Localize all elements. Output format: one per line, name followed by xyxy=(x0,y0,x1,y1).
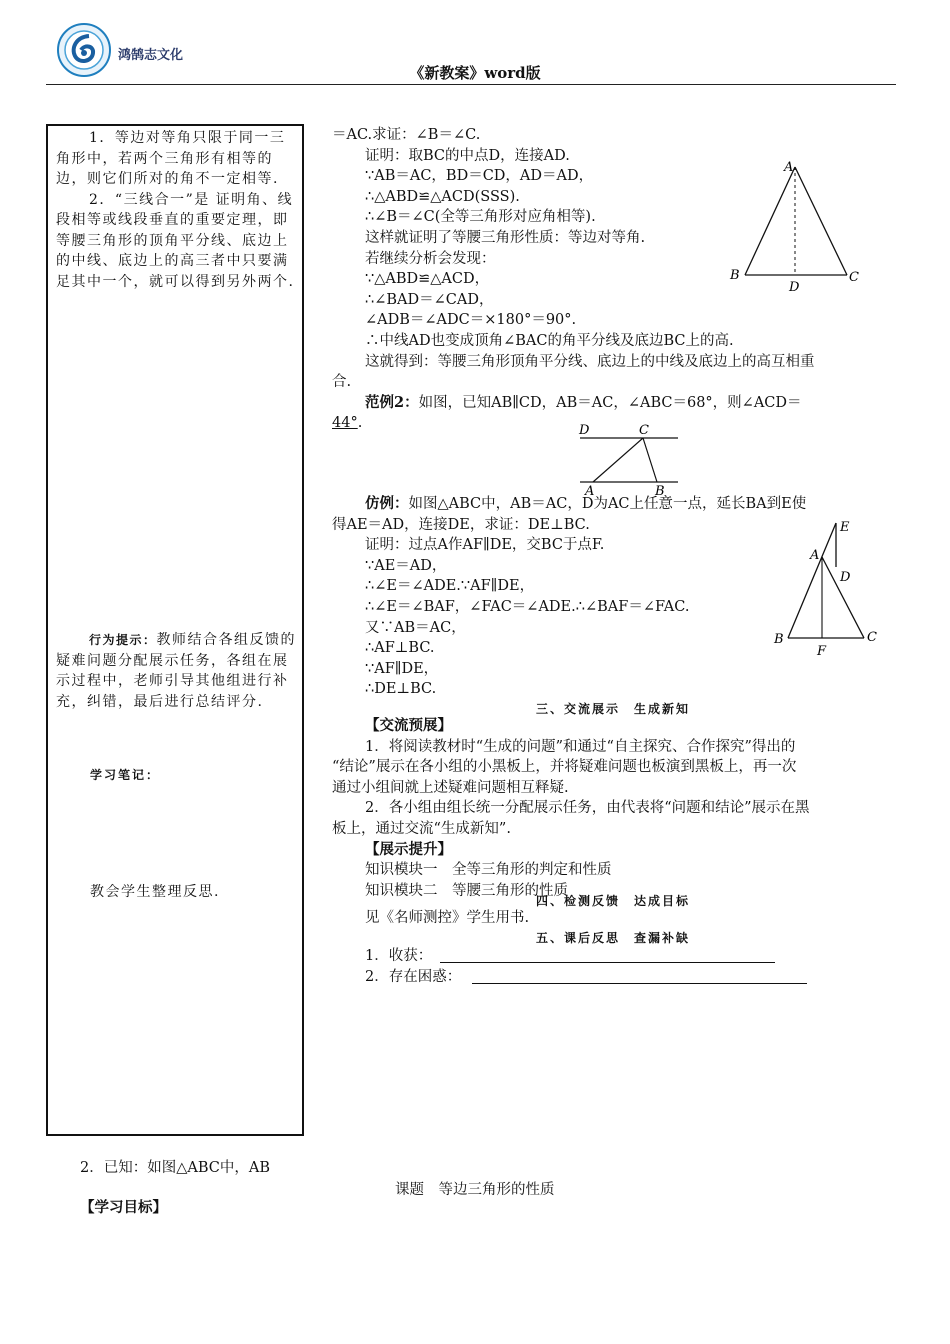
fig1-side-ab xyxy=(745,167,795,275)
fig2-segment-cb xyxy=(643,438,657,482)
fig3-label-a: A xyxy=(810,548,820,563)
exchange-1a: 1．将阅读教材时“生成的问题”和通过“自主探究、合作探究”得出的 xyxy=(365,738,796,755)
lesson-topic: 课题 等边三角形的性质 xyxy=(395,1182,555,1198)
proof-line-9: ∴∠BAD＝∠CAD， xyxy=(365,291,494,308)
learning-goal-label: 【学习目标】 xyxy=(80,1199,167,1216)
practice-proof-8: ∴DE⊥BC. xyxy=(365,681,437,698)
confusion-label: 2．存在困惑： xyxy=(365,969,462,985)
fig1-side-ac xyxy=(795,167,847,275)
proof-line-12b: 合. xyxy=(332,374,352,391)
fig1-label-a: A xyxy=(784,160,794,175)
fig3-label-f: F xyxy=(817,644,827,659)
fig3-side-be xyxy=(788,523,836,638)
sidebar-para-2: 2．“三线合一”是 证明角、线段相等或线段垂直的重要定理，即等腰三角形的顶角平分线、底边上的中线、底边上的高三者中只要满足其中一个，就可以得到另外两个. xyxy=(56,191,295,290)
practice-proof-1: 证明：过点A作AF∥DE，交BC于点F. xyxy=(365,537,605,554)
fig1-label-d: D xyxy=(789,280,800,295)
proof-line-8: ∵△ABD≌△ACD， xyxy=(365,271,490,288)
practice-proof-7: ∵AF∥DE， xyxy=(365,660,439,677)
exchange-block xyxy=(332,716,894,901)
exchange-2b: 板上，通过交流“生成新知”. xyxy=(332,820,511,837)
practice-proof-2: ∵AE＝AD， xyxy=(365,557,447,574)
exchange-1b: “结论”展示在各小组的小黑板上，并将疑难问题也板演到黑板上，再一次 xyxy=(332,759,797,776)
notes-label: 学习笔记： xyxy=(90,768,161,782)
header-divider xyxy=(46,84,896,85)
fig3-label-e: E xyxy=(840,520,850,535)
practice-text-a: 如图△ABC中，AB＝AC，D为AC上任意一点，延长BA到E使 xyxy=(408,496,807,512)
proof-line-6: 这样就证明了等腰三角形性质：等边对等角. xyxy=(365,229,646,246)
exchange-label: 【交流预展】 xyxy=(365,717,452,734)
fig3-label-d: D xyxy=(840,570,851,585)
example-2-text: 如图，已知AB∥CD，AB＝AC，∠ABC＝68°，则∠ACD＝ xyxy=(418,394,802,411)
fig3-label-b: B xyxy=(774,632,784,647)
gain-label: 1．收获： xyxy=(365,948,433,964)
proof-line-1: ＝AC.求证：∠B＝∠C. xyxy=(332,127,481,143)
practice-label: 仿例： xyxy=(365,495,409,512)
tip-label: 行为提示： xyxy=(89,633,157,647)
proof-line-10: ∠ADB＝∠ADC＝×180°＝90°. xyxy=(365,312,577,329)
proof-line-5: ∴∠B＝∠C(全等三角形对应角相等). xyxy=(365,209,596,226)
teaching-tip xyxy=(56,630,296,712)
exchange-2a: 2．各小组由组长统一分配展示任务，由代表将“问题和结论”展示在黑 xyxy=(365,800,810,817)
brand-name: 鸿鹄志文化 xyxy=(118,48,184,63)
practice-text-b: 得AE＝AD，连接DE，求证：DE⊥BC. xyxy=(332,516,590,533)
fig2-label-b: B xyxy=(655,484,665,498)
fig2-segment-ca xyxy=(593,438,643,482)
example-2-end: . xyxy=(357,415,363,432)
fig3-label-c: C xyxy=(867,630,877,645)
proof-line-2: 证明：取BC的中点D，连接AD. xyxy=(365,147,570,164)
practice-proof-5: 又∵AB＝AC， xyxy=(365,619,466,636)
proof-line-11: ∴中线AD也变成顶角∠BAC的角平分线及底边BC上的高. xyxy=(365,332,734,349)
figure-isosceles-triangle xyxy=(725,155,865,295)
tip-text: 教师结合各组反馈的疑难问题分配展示任务，各组在展示过程中，老师引导其他组进行补充，纠错，最后进行总结评分. xyxy=(56,632,297,710)
overflow-known: 2．已知：如图△ABC中，AB xyxy=(80,1160,270,1176)
figure-parallel-lines xyxy=(575,420,685,498)
example-2 xyxy=(332,393,894,414)
sidebar-para-1: 1．等边对等角只限于同一三角形中，若两个三角形有相等的边，则它们所对的角不一定相等. xyxy=(56,130,286,187)
fig2-label-c: C xyxy=(639,423,649,438)
practice-proof-6: ∴AF⊥BC. xyxy=(365,640,435,657)
proof-line-7: 若继续分析会发现： xyxy=(365,250,496,267)
example-2-label: 范例2： xyxy=(365,393,419,411)
section-5-heading: 五、课后反思 查漏补缺 xyxy=(535,931,690,945)
proof-line-3: ∵AB＝AC，BD＝CD，AD＝AD， xyxy=(365,168,594,185)
practice-proof-3: ∴∠E＝∠ADE.∵AF∥DE， xyxy=(365,578,535,595)
confusion-blank[interactable] xyxy=(472,983,807,984)
proof-line-12a: 这就得到：等腰三角形顶角平分线、底边上的中线及底边上的高互相重 xyxy=(365,353,815,370)
fig1-label-c: C xyxy=(849,270,859,285)
module-2: 知识模块二 等腰三角形的性质 xyxy=(365,882,568,899)
fig2-label-d: D xyxy=(579,423,590,438)
gain-blank[interactable] xyxy=(440,962,775,963)
sidebar-notes xyxy=(56,128,296,292)
figure-triangle-extension xyxy=(770,515,885,660)
fig1-label-b: B xyxy=(730,268,740,283)
section-3-heading: 三、交流展示 生成新知 xyxy=(535,702,690,716)
see-book: 见《名师测控》学生用书. xyxy=(365,910,530,926)
improve-label: 【展示提升】 xyxy=(365,840,452,858)
section-4-heading: 四、检测反馈 达成目标 xyxy=(535,894,690,908)
module-1: 知识模块一 全等三角形的判定和性质 xyxy=(365,862,612,879)
example-2-answer: 44° xyxy=(332,415,358,432)
proof-line-4: ∴△ABD≌△ACD(SSS). xyxy=(365,188,520,205)
exchange-1c: 通过小组间就上述疑难问题相互释疑. xyxy=(332,779,569,796)
document-title: 《新教案》word版 xyxy=(409,64,541,82)
fig2-label-a: A xyxy=(585,484,595,498)
practice-proof-4: ∴∠E＝∠BAF，∠FAC＝∠ADE.∴∠BAF＝∠FAC. xyxy=(365,598,690,615)
notes-text: 教会学生整理反思. xyxy=(90,884,220,900)
